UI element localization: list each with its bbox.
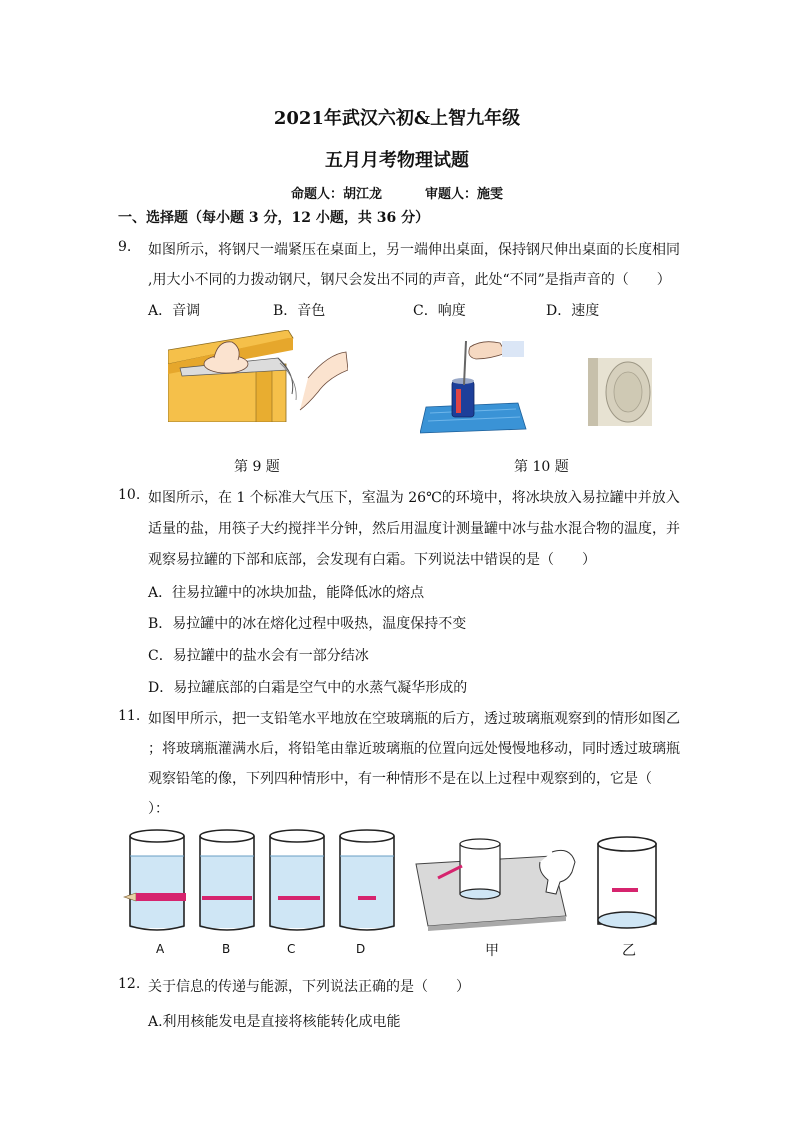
q10-line-3: 观察易拉罐的下部和底部，会发现有白霜。下列说法中错误的是（ ）	[148, 552, 596, 568]
fig-label-jia: 甲	[485, 943, 499, 959]
q11-number: 11.	[118, 708, 141, 724]
fig-label-b: B	[222, 942, 231, 956]
q11-line-2: ；将玻璃瓶灌满水后，将铅笔由靠近玻璃瓶的位置向远处慢慢地移动，同时透过玻璃瓶	[148, 741, 680, 757]
q10-option-a: A．往易拉罐中的冰块加盐，能降低冰的熔点	[148, 585, 425, 601]
q9-line-2: ,用大小不同的力拨动钢尺，钢尺会发出不同的声音，此处“不同”是指声音的（ ）	[148, 272, 671, 288]
q11-line-1: 如图甲所示，把一支铅笔水平地放在空玻璃瓶的后方，透过玻璃瓶观察到的情形如图乙	[148, 711, 680, 727]
glass-a	[124, 830, 186, 930]
q11-line-4: ）：	[148, 801, 169, 817]
q10-figure-can	[420, 335, 530, 435]
authors-line	[0, 183, 794, 202]
section-heading: 一、选择题（每小题 3 分，12 小题，共 36 分）	[118, 210, 430, 226]
q9-number: 9.	[118, 239, 132, 255]
q9-option-a: A．音调	[148, 303, 201, 319]
q10-option-c: C．易拉罐中的盐水会有一部分结冰	[148, 648, 369, 664]
figure-yi	[598, 837, 656, 928]
glass-d	[340, 830, 394, 930]
q11-line-3: 观察铅笔的像，下列四种情形中，有一种情形不是在以上过程中观察到的，它是（	[148, 771, 652, 787]
fig-label-d: D	[356, 942, 366, 956]
q9-option-d: D．速度	[546, 303, 600, 319]
q10-option-b: B．易拉罐中的冰在熔化过程中吸热，温度保持不变	[148, 616, 467, 632]
q11-figure	[120, 826, 665, 934]
fig-label-a: A	[156, 942, 165, 956]
q10-option-d: D．易拉罐底部的白霜是空气中的水蒸气凝华形成的	[148, 680, 468, 696]
q10-figure-bottle-bottom	[588, 358, 652, 426]
q12-number: 12.	[118, 976, 141, 992]
q9-option-c: C．响度	[413, 303, 466, 319]
glass-b	[200, 830, 254, 930]
reviewer-label: 审题人：	[425, 187, 478, 202]
setter-label: 命题人：	[290, 187, 343, 202]
setter-name: 胡江龙	[342, 187, 382, 202]
q9-line-1: 如图所示，将钢尺一端紧压在桌面上，另一端伸出桌面，保持钢尺伸出桌面的长度相同	[148, 242, 680, 258]
figure-jia	[416, 839, 575, 931]
glass-c	[270, 830, 324, 930]
q9-option-b: B．音色	[273, 303, 326, 319]
q12-line-1: 关于信息的传递与能源，下列说法正确的是（ ）	[148, 979, 470, 995]
title-line-1: 2021年武汉六初&上智九年级	[273, 108, 521, 129]
fig-label-c: C	[287, 942, 296, 956]
title-line-2: 五月月考物理试题	[325, 150, 469, 171]
q12-option-a: A.利用核能发电是直接将核能转化成电能	[148, 1014, 401, 1030]
q10-caption: 第 10 题	[514, 459, 569, 475]
fig-label-yi: 乙	[622, 943, 636, 959]
q10-number: 10.	[118, 487, 141, 503]
q10-line-2: 适量的盐，用筷子大约搅拌半分钟，然后用温度计测量罐中冰与盐水混合物的温度，并	[148, 521, 680, 537]
q9-figure-ruler-table	[168, 330, 348, 422]
reviewer-name: 施雯	[477, 187, 504, 202]
q9-caption: 第 9 题	[234, 459, 280, 475]
q10-line-1: 如图所示，在 1 个标准大气压下，室温为 26℃的环境中，将冰块放入易拉罐中并放入	[148, 490, 680, 506]
